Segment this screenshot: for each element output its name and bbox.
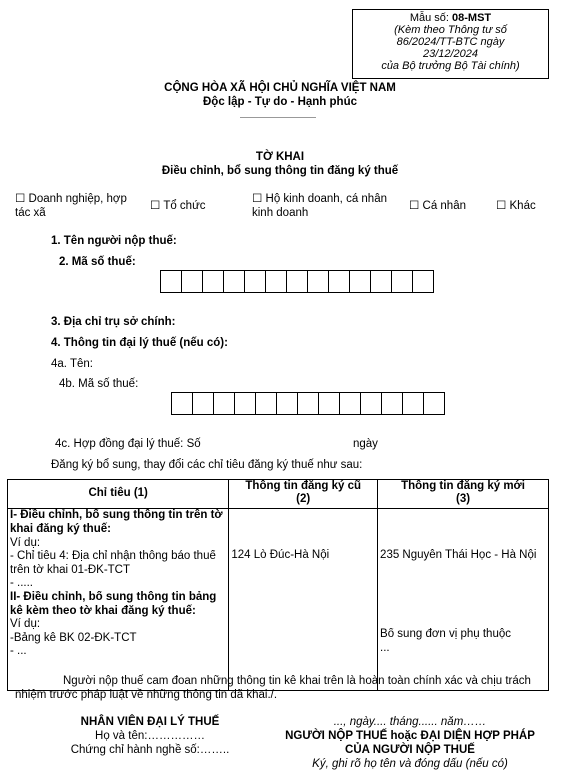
form-number-prefix: Mẫu số: bbox=[409, 12, 453, 24]
checkbox-label: Khác bbox=[509, 200, 536, 212]
checkbox-icon: ☐ bbox=[150, 200, 161, 212]
form-number: 08-MST bbox=[452, 12, 492, 24]
agent-name-field: Họ và tên:…………… bbox=[95, 730, 205, 742]
form-number-box bbox=[352, 9, 549, 79]
column-header-new-info: Thông tin đăng ký mới (3) bbox=[378, 480, 549, 509]
tax-agent-code-boxes[interactable] bbox=[171, 392, 444, 415]
declaration-text: Người nộp thuế cam đoan những thông tin kê khai trên là hoàn toàn chính xác và chịu trách nhiệm trước pháp luật về những thông tin đã khai./. bbox=[15, 675, 531, 701]
signature-date-line: ..., ngày.... tháng...... năm…… bbox=[333, 716, 487, 728]
checkbox-individual[interactable] bbox=[409, 200, 466, 214]
checkbox-icon: ☐ bbox=[15, 193, 26, 205]
tax-agent-contract-label: 4c. Hợp đồng đại lý thuế: Số bbox=[55, 438, 201, 450]
header-divider bbox=[240, 117, 316, 118]
section-2-item: -Bảng kê BK 02-ĐK-TCT bbox=[10, 631, 137, 644]
section-1-item: - Chỉ tiêu 4: Địa chỉ nhận thông báo thuế trên tờ khai 01-ĐK-TCT bbox=[10, 549, 216, 576]
new-dependent-unit: Bổ sung đơn vị phụ thuộc bbox=[380, 628, 511, 641]
old-info-cell bbox=[229, 509, 378, 691]
section-1-more: - ..... bbox=[10, 577, 33, 590]
table-intro: Đăng ký bổ sung, thay đổi các chỉ tiêu đăng ký thuế như sau: bbox=[51, 459, 363, 471]
form-reference-line-3: 23/12/2024 bbox=[422, 48, 479, 60]
form-reference-line-4: của Bộ trưởng Bộ Tài chính) bbox=[381, 60, 520, 72]
form-reference-line-1: (Kèm theo Thông tư số bbox=[394, 24, 507, 36]
tax-agent-contract-date-label: ngày bbox=[353, 438, 378, 450]
checkbox-label: Tổ chức bbox=[163, 200, 206, 212]
checkbox-enterprise[interactable] bbox=[15, 193, 145, 221]
taxpayer-signature-note: Ký, ghi rõ họ tên và đóng dấu (nếu có) bbox=[312, 758, 508, 770]
page-title: TỜ KHAI bbox=[255, 151, 305, 163]
section-2-more: - ... bbox=[10, 644, 27, 657]
new-more: ... bbox=[380, 641, 390, 654]
agent-certificate-field: Chứng chỉ hành nghề số:…….. bbox=[70, 744, 230, 756]
section-2-title: II- Điều chỉnh, bổ sung thông tin bảng kê kèm theo tờ khai đăng ký thuế: bbox=[10, 590, 217, 617]
tax-agent-info-label: 4. Thông tin đại lý thuế (nếu có): bbox=[51, 337, 228, 349]
agent-signature-title: NHÂN VIÊN ĐẠI LÝ THUẾ bbox=[80, 716, 220, 728]
taxpayer-name-label: 1. Tên người nộp thuế: bbox=[51, 235, 177, 247]
tax-agent-code-label: 4b. Mã số thuế: bbox=[59, 378, 139, 390]
new-info-cell bbox=[378, 509, 549, 691]
checkbox-icon: ☐ bbox=[409, 200, 420, 212]
country-name: CỘNG HÒA XÃ HỘI CHỦ NGHĨA VIỆT NAM bbox=[164, 82, 396, 94]
tax-agent-name-label: 4a. Tên: bbox=[51, 358, 93, 370]
registration-change-table bbox=[7, 479, 549, 691]
checkbox-icon: ☐ bbox=[252, 193, 263, 205]
checkbox-label: Hộ kinh doanh, cá nhân bbox=[265, 193, 387, 205]
checkbox-icon: ☐ bbox=[496, 200, 507, 212]
form-reference-line-2: 86/2024/TT-BTC ngày bbox=[396, 36, 505, 48]
taxpayer-signature-title-cont: CỦA NGƯỜI NỘP THUẾ bbox=[345, 744, 475, 756]
checkbox-label: Cá nhân bbox=[422, 200, 466, 212]
checkbox-label-cont: tác xã bbox=[15, 206, 46, 219]
section-1-example: Ví dụ: bbox=[10, 536, 41, 549]
head-office-address-label: 3. Địa chỉ trụ sở chính: bbox=[51, 316, 176, 328]
section-2-example: Ví dụ: bbox=[10, 618, 41, 631]
column-header-indicator: Chỉ tiêu (1) bbox=[8, 480, 229, 509]
page-subtitle: Điều chỉnh, bổ sung thông tin đăng ký thuế bbox=[161, 165, 399, 177]
taxpayer-signature-title: NGƯỜI NỘP THUẾ hoặc ĐẠI DIỆN HỢP PHÁP bbox=[285, 730, 535, 742]
checkbox-label: Doanh nghiệp, hợp bbox=[28, 193, 127, 205]
column-header-old-info: Thông tin đăng ký cũ (2) bbox=[229, 480, 378, 509]
indicator-cell bbox=[8, 509, 229, 691]
checkbox-label-cont: kinh doanh bbox=[252, 206, 309, 219]
tax-code-boxes[interactable] bbox=[160, 270, 433, 293]
motto: Độc lập - Tự do - Hạnh phúc bbox=[203, 96, 357, 108]
tax-code-label: 2. Mã số thuế: bbox=[59, 256, 136, 268]
checkbox-organization[interactable] bbox=[150, 200, 206, 214]
old-address: 124 Lò Đúc-Hà Nội bbox=[231, 549, 330, 561]
checkbox-other[interactable] bbox=[496, 200, 536, 214]
section-1-title: I- Điều chỉnh, bổ sung thông tin trên tờ khai đăng ký thuế: bbox=[10, 509, 223, 535]
checkbox-household-business[interactable] bbox=[252, 193, 402, 221]
new-address: 235 Nguyễn Thái Học - Hà Nội bbox=[380, 549, 537, 561]
